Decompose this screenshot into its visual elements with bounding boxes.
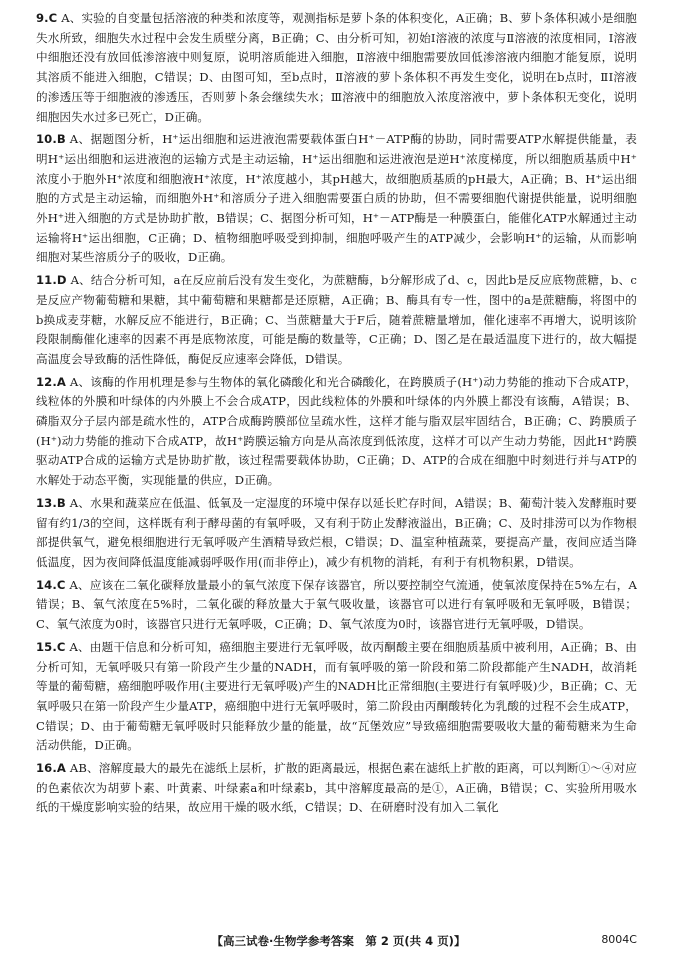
answer-explanation: A、实验的自变量包括溶液的种类和浓度等，观测指标是萝卜条的体积变化，A正确；B、萝卜条体积减小是细胞失水所致，细胞失水过程中会发生质壁分离，B正确；C、由分析可知，初始Ⅰ溶液的浓度与Ⅱ溶液的浓度相同，Ⅰ溶液中细胞还没有放回低渗溶液中则复原，说明溶质能进入细胞，Ⅱ溶液中细胞需要放回低渗溶液内细胞才能复原，说明其溶质不能进入细胞，C错误；D、由图可知，至b点时，Ⅱ溶液的萝卜条体积不再发生变化，说明在b点时，ⅡⅠ溶液的渗透压等于细胞液的渗透压，否则萝卜条会继续失水；Ⅲ溶液中的细胞放入浓度溶液中，萝卜条体积无变化，说明细胞因失水过多已死亡，D正确。 — [36, 11, 637, 124]
answer-explanation: A、据题图分析，H⁺运出细胞和运进液泡需要载体蛋白H⁺－ATP酶的协助，同时需要ATP水解提供能量，表明H⁺运出细胞和运进液泡的运输方式是主动运输，H⁺运出细胞和运进液泡是逆H⁺浓度梯度，所以细胞质基质中H⁺浓度小于胞外H⁺浓度和细胞液H⁺浓度，H⁺浓度越小，其pH越大，故细胞质基质的pH最大，A正确；B、H⁺运出细胞的方式是主动运输，而细胞外H⁺和溶质分子进入细胞需要蛋白质的协助，但不需要细胞代谢提供能量，说明细胞外H⁺进入细胞的方式是协助扩散，B错误；C、据图分析可知，H⁺－ATP酶是一种膜蛋白，能催化ATP水解通过主动运输将H⁺运出细胞，C正确；D、植物细胞呼吸受到抑制，细胞呼吸产生的ATP减少，会影响H⁺的运输，从而影响细胞对某些溶质分子的吸收，D正确。 — [36, 132, 637, 265]
answer-entry — [36, 373, 637, 491]
answer-number: 11.D — [36, 273, 67, 288]
paper-code: 8004C — [601, 933, 637, 946]
page-footer — [0, 933, 677, 949]
answer-number: 14.C — [36, 577, 66, 592]
answer-number: 12.A — [36, 374, 66, 389]
answer-entry — [36, 9, 637, 127]
answer-number: 9.C — [36, 11, 58, 25]
answer-explanation: A、由题干信息和分析可知，癌细胞主要进行无氧呼吸，故丙酮酸主要在细胞质基质中被利用，A正确；B、由分析可知，无氧呼吸只有第一阶段产生少量的NADH，而有氧呼吸的第一阶段和第二阶段都能产生NADH，故消耗等量的葡萄糖，癌细胞呼吸作用(主要进行无氧呼吸)产生的NADH比正常细胞(主要进行有氧呼吸)少，B正确；C、无氧呼吸只在第一阶段产生少量ATP，癌细胞中进行无氧呼吸时，第二阶段由丙酮酸转化为乳酸的过程不会生成ATP，C错误；D、由于葡萄糖无氧呼吸时只能释放少量的能量，故“瓦堡效应”导致癌细胞需要吸收大量的葡萄糖来为生命活动供能，D正确。 — [36, 639, 637, 753]
answer-number: 13.B — [36, 495, 66, 510]
answer-list — [36, 9, 637, 818]
answer-explanation: A、水果和蔬菜应在低温、低氧及一定湿度的环境中保存以延长贮存时间，A错误；B、葡萄汁装入发酵瓶时要留有约1/3的空间，这样既有利于酵母菌的有氧呼吸，又有利于防止发酵液溢出，B正确；C、及时排涝可以为作物根部提供氧气，避免根细胞进行无氧呼吸产生酒精导致烂根，C错误；D、温室种植蔬菜，要提高产量，夜间应适当降低温度，因为夜间降低温度能减弱呼吸作用(而非停止)，减少有机物的消耗，有利于有机物积累，D错误。 — [36, 495, 637, 569]
answer-entry — [36, 494, 637, 573]
answer-entry — [36, 576, 637, 635]
footer-title: 【高三试卷·生物学参考答案 第 2 页(共 4 页)】 — [211, 934, 466, 948]
answer-entry — [36, 759, 637, 818]
answer-explanation: A、结合分析可知，a在反应前后没有发生变化，为蔗糖酶，b分解形成了d、c，因此b是反应底物蔗糖，b、c是反应产物葡萄糖和果糖，其中葡萄糖和果糖都是还原糖，A正确；B、酶具有专一性，图中的a是蔗糖酶，将图中的b换成麦芽糖，水解反应不能进行，B正确；C、当蔗糖量大于F后，随着蔗糖量增加，催化速率不再增大，说明该阶段限制酶催化速率的因素不再是底物浓度，可能是酶的数量等，C正确；D、图乙是在最适温度下进行的，故大幅提高温度会导致酶的活性降低，酶促反应速率会降低，D错误。 — [36, 273, 637, 366]
answer-number: 16.A — [36, 761, 66, 776]
answer-number: 15.C — [36, 639, 66, 654]
answer-entry — [36, 130, 637, 268]
answer-entry — [36, 271, 637, 370]
answer-explanation: A、应该在二氧化碳释放量最小的氧气浓度下保存该器官，所以要控制空气流通，使氧浓度保持在5%左右，A错误；B、氧气浓度在5%时，二氧化碳的释放量大于氧气吸收量，该器官可以进行有氧呼吸和无氧呼吸，B错误；C、氧气浓度为0时，该器官只进行无氧呼吸，C正确；D、氧气浓度为0时，该器官进行无氧呼吸，D错误。 — [36, 577, 637, 632]
answer-explanation: A、该酶的作用机理是参与生物体的氧化磷酸化和光合磷酸化，在跨膜质子(H⁺)动力势能的推动下合成ATP，线粒体的外膜和叶绿体的内外膜上不会合成ATP，因此线粒体的外膜和叶绿体的内外膜上都没有该酶，A错误；B、磷脂双分子层内部是疏水性的，ATP合成酶跨膜部位呈疏水性，这样才能与脂双层牢固结合，B正确；C、跨膜质子(H⁺)动力势能的推动下合成ATP，故H⁺跨膜运输方向是从高浓度到低浓度，这样才可以产生动力势能，因此H⁺跨膜驱动ATP合成的运输方式是协助扩散，该过程需要载体协助，C正确；D、ATP的合成在细胞中时刻进行并与ATP的水解处于动态平衡，实现能量的供应，D正确。 — [36, 374, 637, 488]
answer-entry — [36, 638, 637, 756]
answer-number: 10.B — [36, 132, 66, 147]
answer-explanation: AB、溶解度最大的最先在滤纸上层析，扩散的距离最远，根据色素在滤纸上扩散的距离，可以判断①～④对应的色素依次为胡萝卜素、叶黄素、叶绿素a和叶绿素b，其中溶解度最高的是①，A正确，B错误；C、实验所用吸水纸的干燥度影响实验的结果，故应用干燥的吸水纸，C错误；D、在研磨时没有加入二氧化 — [36, 761, 637, 815]
